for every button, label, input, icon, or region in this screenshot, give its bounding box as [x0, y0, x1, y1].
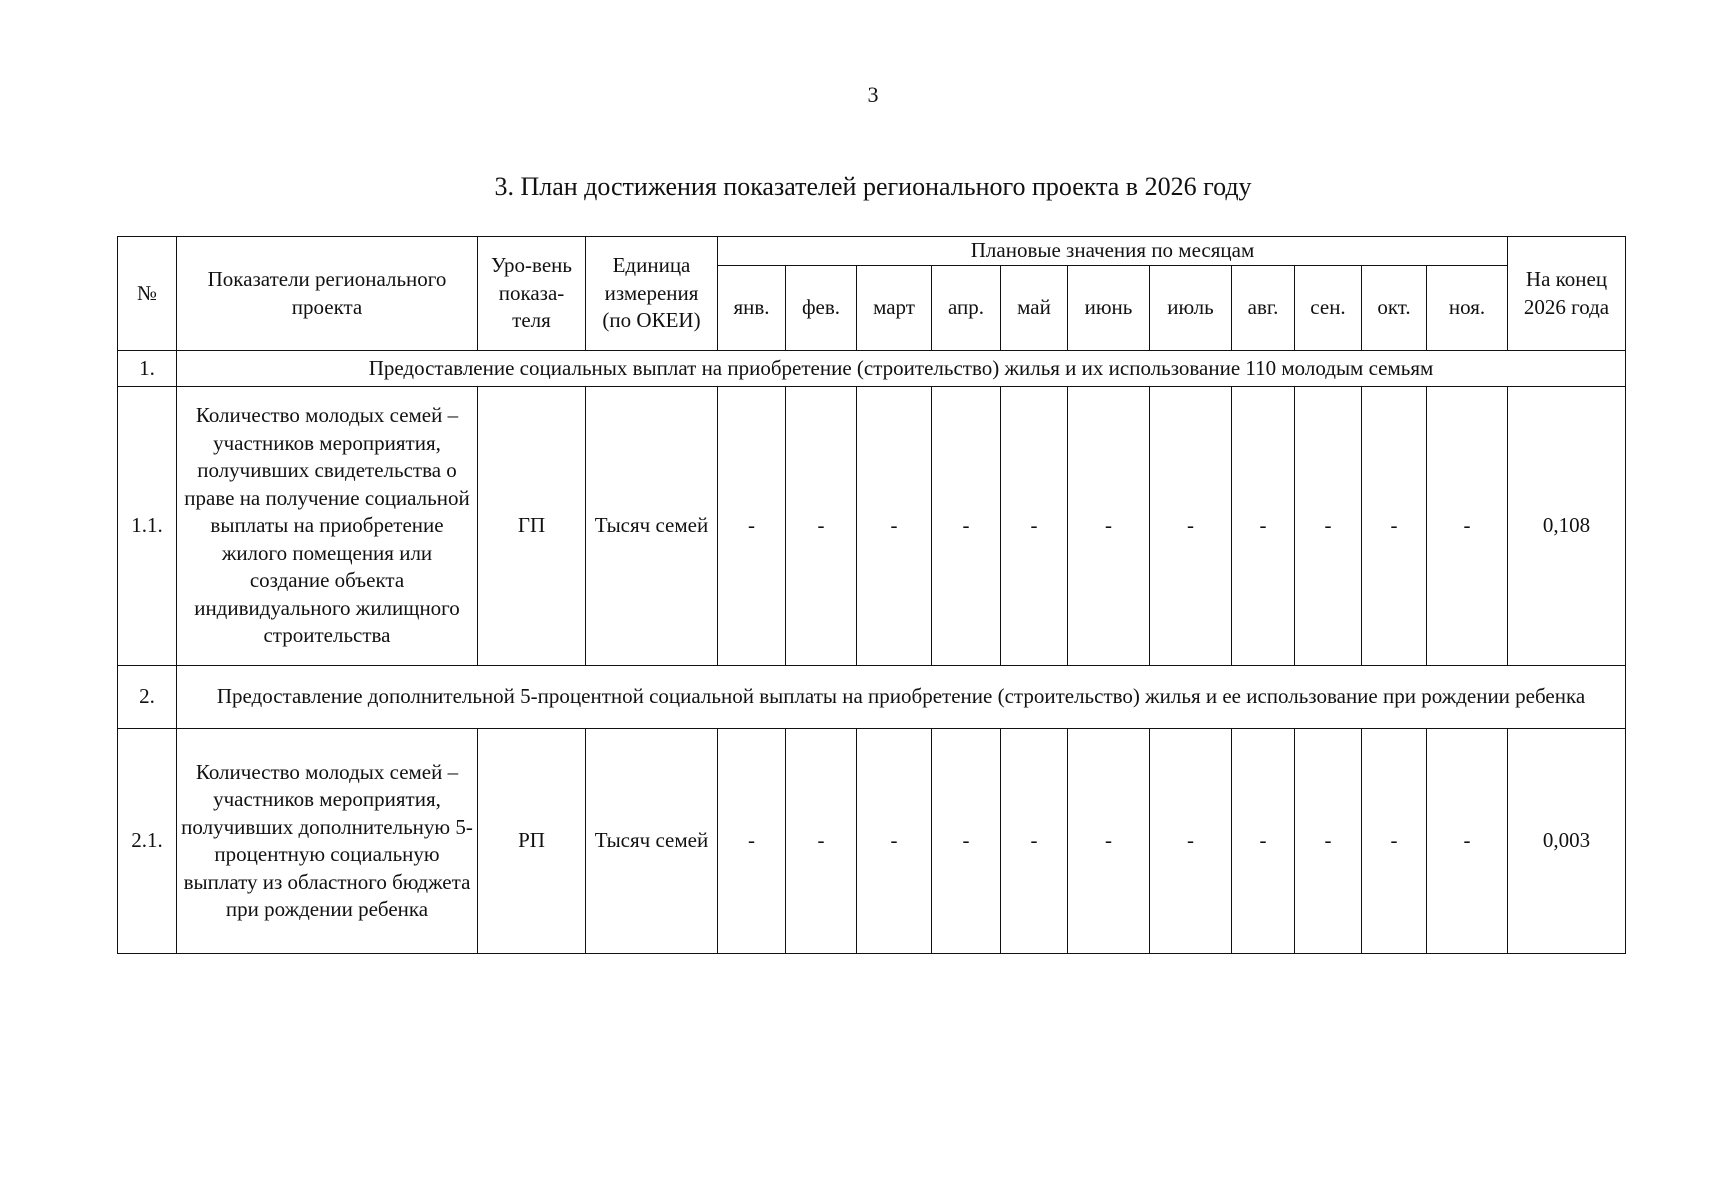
header-unit: Единица измерения (по ОКЕИ) — [586, 237, 718, 351]
row-number: 2.1. — [118, 729, 177, 954]
indicator-name: Количество молодых семей – участников мероприятия, получивших дополнительную 5-процентную социальную выплату из областного бюджета при рождении ребенка — [177, 729, 478, 954]
section-row — [118, 351, 1626, 387]
indicator-name: Количество молодых семей – участников мероприятия, получивших свидетельства о праве на получение социальной выплаты на приобретение жилого помещения или создание объекта индивидуального жилищного строительства — [177, 387, 478, 666]
row-number: 1.1. — [118, 387, 177, 666]
monthly-value: - — [1232, 729, 1295, 954]
section-row — [118, 666, 1626, 729]
header-month: окт. — [1362, 266, 1427, 351]
monthly-value: - — [857, 729, 932, 954]
header-month: сен. — [1295, 266, 1362, 351]
monthly-value: - — [786, 387, 857, 666]
indicator-level: ГП — [478, 387, 586, 666]
monthly-value: - — [1068, 729, 1150, 954]
monthly-value: - — [1362, 387, 1427, 666]
header-month: июль — [1150, 266, 1232, 351]
year-end-value: 0,003 — [1508, 729, 1626, 954]
monthly-value: - — [718, 387, 786, 666]
header-month: апр. — [932, 266, 1001, 351]
table-row — [118, 729, 1626, 954]
header-year-end: На конец 2026 года — [1508, 237, 1626, 351]
section-number: 1. — [118, 351, 177, 387]
header-month: июнь — [1068, 266, 1150, 351]
table-row — [118, 387, 1626, 666]
monthly-value: - — [1427, 729, 1508, 954]
monthly-value: - — [1232, 387, 1295, 666]
monthly-value: - — [1295, 387, 1362, 666]
section-title: Предоставление социальных выплат на приобретение (строительство) жилья и их использование 110 молодым семьям — [177, 351, 1626, 387]
section-number: 2. — [118, 666, 177, 729]
document-title: 3. План достижения показателей регионального проекта в 2026 году — [494, 172, 1252, 201]
header-indicator: Показатели регионального проекта — [177, 237, 478, 351]
header-month: авг. — [1232, 266, 1295, 351]
monthly-value: - — [1427, 387, 1508, 666]
header-num: № — [118, 237, 177, 351]
header-month: май — [1001, 266, 1068, 351]
monthly-value: - — [786, 729, 857, 954]
monthly-value: - — [1362, 729, 1427, 954]
monthly-value: - — [932, 387, 1001, 666]
monthly-value: - — [932, 729, 1001, 954]
header-monthly-group: Плановые значения по месяцам — [718, 237, 1508, 266]
indicators-plan-table — [117, 236, 1626, 954]
monthly-value: - — [1001, 387, 1068, 666]
header-month: фев. — [786, 266, 857, 351]
monthly-value: - — [1295, 729, 1362, 954]
section-title: Предоставление дополнительной 5-процентной социальной выплаты на приобретение (строительство) жилья и ее использование при рождении ребенка — [177, 666, 1626, 729]
monthly-value: - — [1150, 729, 1232, 954]
year-end-value: 0,108 — [1508, 387, 1626, 666]
header-row — [118, 237, 1626, 266]
monthly-value: - — [1068, 387, 1150, 666]
monthly-value: - — [1001, 729, 1068, 954]
header-month: янв. — [718, 266, 786, 351]
monthly-value: - — [857, 387, 932, 666]
page-number: 3 — [867, 82, 879, 107]
header-month: март — [857, 266, 932, 351]
monthly-value: - — [1150, 387, 1232, 666]
unit-of-measure: Тысяч семей — [586, 729, 718, 954]
monthly-value: - — [718, 729, 786, 954]
unit-of-measure: Тысяч семей — [586, 387, 718, 666]
header-month: ноя. — [1427, 266, 1508, 351]
indicator-level: РП — [478, 729, 586, 954]
header-level: Уро-вень показа-теля — [478, 237, 586, 351]
